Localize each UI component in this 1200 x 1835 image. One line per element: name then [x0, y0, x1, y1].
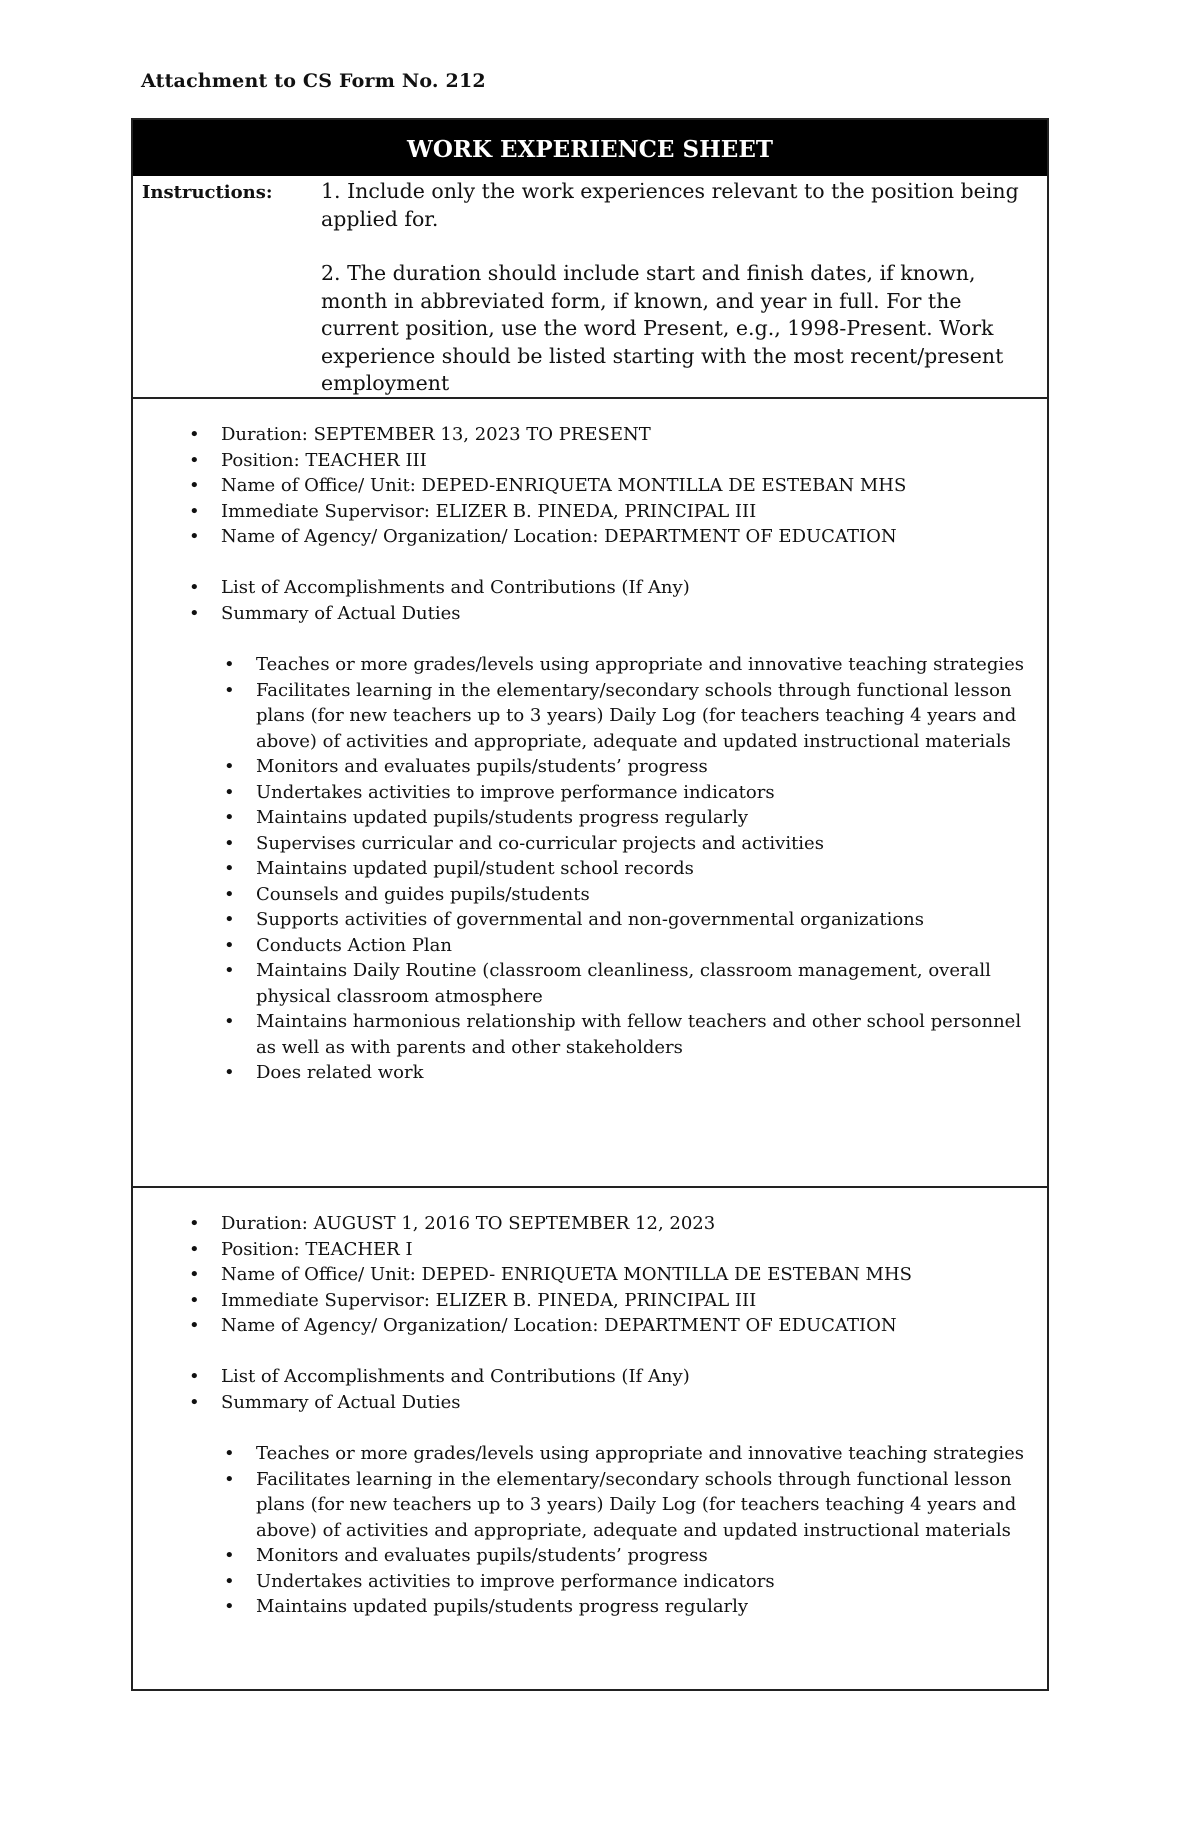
entry-info-list — [221, 1211, 1021, 1415]
entry-agency: • Name of Agency/ Organization/ Location: DEPARTMENT OF EDUCATION — [221, 1313, 1021, 1339]
duty-item: • Maintains harmonious relationship with fellow teachers and other school personnel as well as with parents and other stakeholders — [256, 1009, 1026, 1060]
duty-item: • Monitors and evaluates pupils/students’ progress — [256, 1543, 1026, 1569]
instructions-body — [321, 178, 1031, 398]
sheet-title: WORK EXPERIENCE SHEET — [133, 120, 1047, 176]
work-experience-sheet — [131, 118, 1049, 1691]
duty-item: • Undertakes activities to improve performance indicators — [256, 780, 1026, 806]
duties-list — [256, 652, 1026, 1086]
entry-office: • Name of Office/ Unit: DEPED-ENRIQUETA MONTILLA DE ESTEBAN MHS — [221, 473, 1021, 499]
entry-accomplishments: • List of Accomplishments and Contributions (If Any) — [221, 1364, 1021, 1390]
instruction-item-2: 2. The duration should include start and finish dates, if known, month in abbreviated form, if known, and year in full. For the current position, use the word Present, e.g., 1998-Present. Work experience should be listed starting with the most recent/present employment — [321, 261, 1004, 395]
entry-duration: • Duration: AUGUST 1, 2016 TO SEPTEMBER 12, 2023 — [221, 1211, 1021, 1237]
entry-supervisor: • Immediate Supervisor: ELIZER B. PINEDA, PRINCIPAL III — [221, 499, 1021, 525]
experience-entry-1 — [133, 399, 1047, 1188]
duty-item: • Does related work — [256, 1060, 1026, 1086]
instructions-section — [133, 176, 1047, 399]
duty-item: • Undertakes activities to improve performance indicators — [256, 1569, 1026, 1595]
instruction-item-1: 1. Include only the work experiences relevant to the position being applied for. — [321, 179, 1019, 231]
duty-item: • Facilitates learning in the elementary/secondary schools through functional lesson plans (for new teachers up to 3 years) Daily Log (for teachers teaching 4 years and above) of activities and appropriate, adequate and updated instructional materials — [256, 1467, 1026, 1544]
entry-office: • Name of Office/ Unit: DEPED- ENRIQUETA MONTILLA DE ESTEBAN MHS — [221, 1262, 1021, 1288]
experience-entry-2 — [133, 1188, 1047, 1689]
entry-supervisor: • Immediate Supervisor: ELIZER B. PINEDA, PRINCIPAL III — [221, 1288, 1021, 1314]
duty-item: • Maintains updated pupils/students progress regularly — [256, 805, 1026, 831]
duty-item: • Monitors and evaluates pupils/students’ progress — [256, 754, 1026, 780]
duty-item: • Counsels and guides pupils/students — [256, 882, 1026, 908]
entry-info-list — [221, 422, 1021, 626]
instructions-label: Instructions: — [142, 182, 273, 203]
duty-item: • Teaches or more grades/levels using appropriate and innovative teaching strategies — [256, 1441, 1026, 1467]
attachment-title: Attachment to CS Form No. 212 — [141, 70, 486, 92]
duty-item: • Teaches or more grades/levels using appropriate and innovative teaching strategies — [256, 652, 1026, 678]
duty-item: • Supports activities of governmental and non-governmental organizations — [256, 907, 1026, 933]
entry-summary: • Summary of Actual Duties — [221, 601, 1021, 627]
entry-accomplishments: • List of Accomplishments and Contributions (If Any) — [221, 575, 1021, 601]
entry-position: • Position: TEACHER III — [221, 448, 1021, 474]
entry-agency: • Name of Agency/ Organization/ Location: DEPARTMENT OF EDUCATION — [221, 524, 1021, 550]
duty-item: • Supervises curricular and co-curricular projects and activities — [256, 831, 1026, 857]
duty-item: • Maintains updated pupil/student school records — [256, 856, 1026, 882]
entry-summary: • Summary of Actual Duties — [221, 1390, 1021, 1416]
entry-duration: • Duration: SEPTEMBER 13, 2023 TO PRESENT — [221, 422, 1021, 448]
duty-item: • Maintains Daily Routine (classroom cleanliness, classroom management, overall physical classroom atmosphere — [256, 958, 1026, 1009]
duty-item: • Maintains updated pupils/students progress regularly — [256, 1594, 1026, 1620]
entry-position: • Position: TEACHER I — [221, 1237, 1021, 1263]
duty-item: • Conducts Action Plan — [256, 933, 1026, 959]
duties-list — [256, 1441, 1026, 1620]
duty-item: • Facilitates learning in the elementary/secondary schools through functional lesson plans (for new teachers up to 3 years) Daily Log (for teachers teaching 4 years and above) of activities and appropriate, adequate and updated instructional materials — [256, 678, 1026, 755]
